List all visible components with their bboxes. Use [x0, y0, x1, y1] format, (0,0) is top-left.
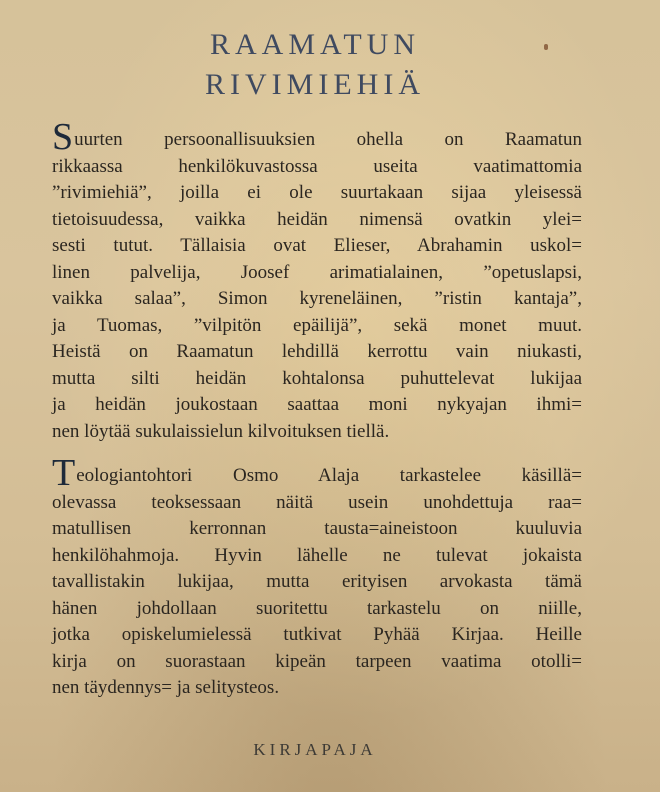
paragraph-1-line: vaikka salaa”, Simon kyreneläinen, ”ristin kantaja”, — [52, 288, 582, 309]
paragraph-2-line: tavallistakin lukijaa, mutta erityisen arvokasta tämä — [52, 571, 582, 592]
paragraph-2-line: Teologiantohtori Osmo Alaja tarkastelee käsillä= — [52, 452, 582, 494]
paragraph-2-line: jotka opiskelumielessä tutkivat Pyhää Kirjaa. Heille — [52, 624, 582, 645]
dropcap: T — [52, 452, 76, 494]
publisher-name: KIRJAPAJA — [253, 740, 377, 759]
paragraph-1-line: sesti tutut. Tällaisia ovat Elieser, Abrahamin uskol= — [52, 235, 582, 256]
paragraph-2 — [52, 452, 582, 702]
paragraph-2-line: matullisen kerronnan tausta=aineistoon kuuluvia — [52, 518, 582, 539]
paragraph-1-line: mutta silti heidän kohtalonsa puhuttelevat lukijaa — [52, 367, 582, 389]
paragraph-1-line: tietoisuudessa, vaikka heidän nimensä ovatkin ylei= — [52, 208, 582, 230]
paragraph-2-line: nen täydennys= ja selitysteos. — [52, 677, 280, 698]
paragraph-2-line: henkilöhahmoja. Hyvin lähelle ne tulevat jokaista — [52, 544, 582, 566]
paragraph-1-line: ja Tuomas, ”vilpitön epäilijä”, sekä monet muut. — [52, 314, 582, 336]
title-line-2: RIVIMIEHIÄ — [205, 68, 425, 101]
paragraph-1 — [52, 116, 582, 445]
paragraph-1-line: Heistä on Raamatun lehdillä kerrottu vain niukasti, — [52, 341, 582, 362]
paragraph-1-line: linen palvelija, Joosef arimatialainen, ”opetuslapsi, — [52, 261, 582, 283]
paragraph-2-line: kirja on suorastaan kipeän tarpeen vaatima otolli= — [52, 650, 582, 672]
paragraph-2-line: olevassa teoksessaan näitä usein unohdettuja raa= — [52, 491, 582, 513]
paragraph-1-line: ”rivimiehiä”, joilla ei ole suurtakaan sijaa yleisessä — [52, 182, 582, 203]
paragraph-2-line: hänen johdollaan suoritettu tarkastelu on niille, — [52, 597, 582, 619]
paragraph-1-line: rikkaassa henkilökuvastossa useita vaatimattomia — [52, 155, 582, 177]
dropcap: S — [52, 116, 74, 158]
paragraph-1-line: Suurten persoonallisuuksien ohella on Raamatun — [52, 116, 582, 158]
paragraph-1-line: nen löytää sukulaissielun kilvoituksen tiellä. — [52, 420, 390, 442]
paragraph-1-line: ja heidän joukostaan saattaa moni nykyajan ihmi= — [52, 394, 582, 415]
ink-speck — [544, 44, 548, 50]
title-line-1: RAAMATUN — [209, 28, 420, 61]
